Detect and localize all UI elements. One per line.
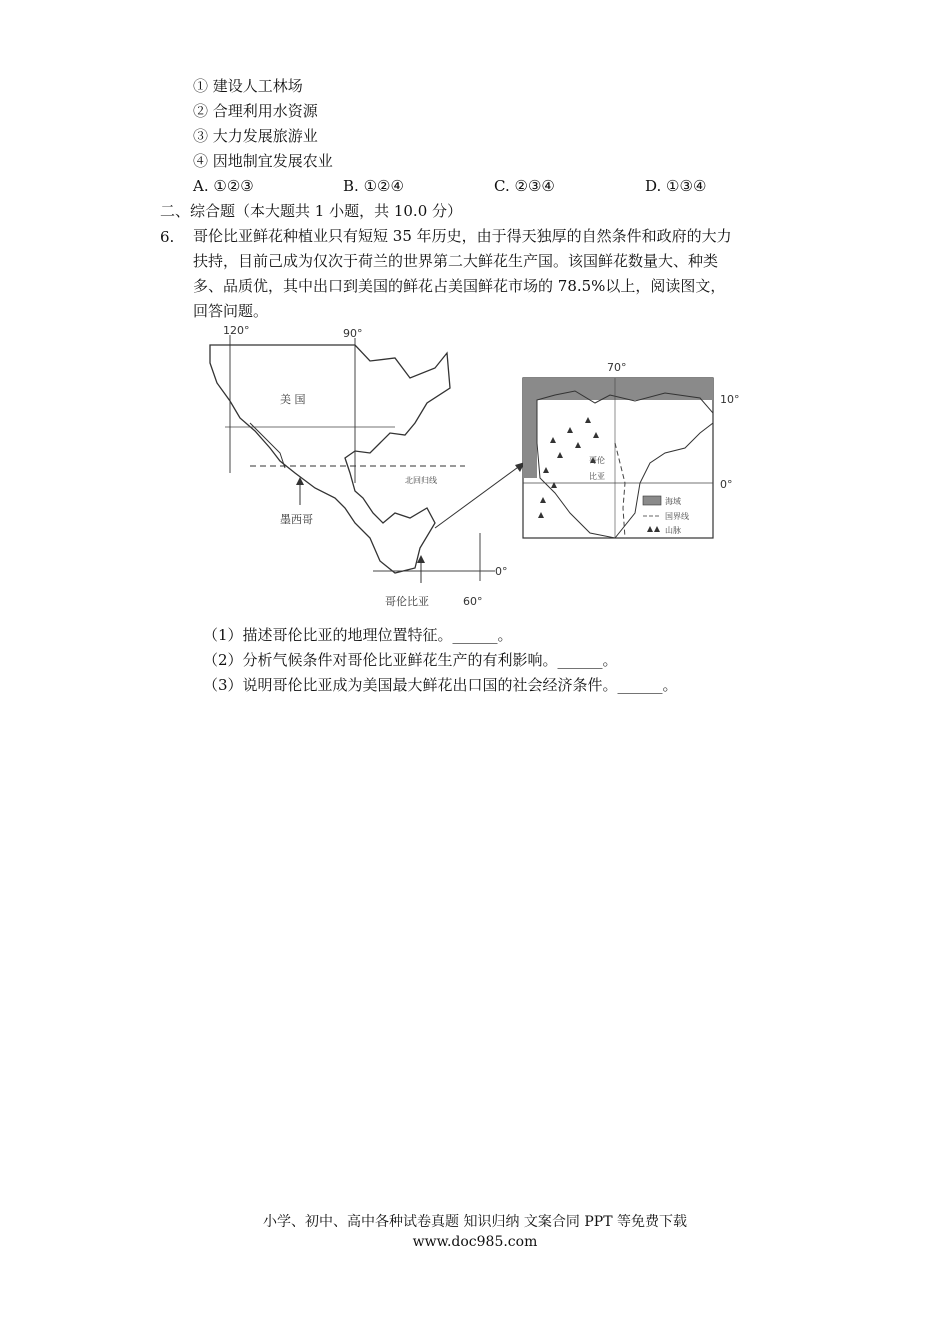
legend-mountain-label: 山脉 bbox=[665, 526, 681, 535]
question-line: 回答问题。 bbox=[193, 302, 269, 320]
answer-letter: A. bbox=[193, 177, 209, 195]
answer-letter: C. bbox=[494, 177, 510, 195]
map-figure bbox=[195, 323, 755, 613]
inset-label-country: 哥伦 bbox=[589, 456, 605, 465]
question-line: 扶持，目前己成为仅次于荷兰的世界第二大鲜花生产国。该国鲜花数量大、种类 bbox=[193, 252, 719, 270]
answer-value: ①②③ bbox=[213, 177, 254, 195]
answer-option-a bbox=[193, 176, 254, 196]
answer-letter: B. bbox=[343, 177, 359, 195]
north-america-outline bbox=[210, 345, 450, 573]
inset-sea-west bbox=[523, 400, 537, 478]
choice-4: ④ 因地制宜发展农业 bbox=[193, 152, 333, 170]
answer-value: ②③④ bbox=[514, 177, 555, 195]
subquestion-1: （1）描述哥伦比亚的地理位置特征。______。 bbox=[203, 626, 513, 644]
label-lon-120: 120° bbox=[223, 324, 250, 337]
answer-option-b bbox=[343, 176, 404, 196]
subquestion-2: （2）分析气候条件对哥伦比亚鲜花生产的有利影响。______。 bbox=[203, 651, 618, 669]
question-number: 6. bbox=[160, 228, 175, 246]
label-lat-0-left: 0° bbox=[495, 565, 508, 578]
legend-border-label: 国界线 bbox=[665, 512, 689, 521]
footer-url[interactable]: www.doc985.com bbox=[412, 1234, 538, 1250]
inset-label-lon-70: 70° bbox=[607, 361, 627, 374]
subquestion-3: （3）说明哥伦比亚成为美国最大鲜花出口国的社会经济条件。______。 bbox=[203, 676, 678, 694]
section-title: 二、综合题（本大题共 1 小题，共 10.0 分） bbox=[160, 202, 463, 220]
question-line: 多、品质优，其中出口到美国的鲜花占美国鲜花市场的 78.5%以上，阅读图文， bbox=[193, 277, 726, 295]
label-lon-90: 90° bbox=[343, 327, 363, 340]
legend-sea-swatch bbox=[643, 496, 661, 505]
choice-2: ② 合理利用水资源 bbox=[193, 102, 318, 120]
inset-label-country-2: 比亚 bbox=[589, 472, 605, 481]
inset-label-lat-10: 10° bbox=[720, 393, 740, 406]
choice-3: ③ 大力发展旅游业 bbox=[193, 127, 318, 145]
answer-value: ①③④ bbox=[666, 177, 707, 195]
label-lon-60: 60° bbox=[463, 595, 483, 608]
answer-option-d bbox=[645, 176, 706, 196]
question-text bbox=[193, 224, 793, 324]
question-line: 哥伦比亚鲜花种植业只有短短 35 年历史，由于得天独厚的自然条件和政府的大力 bbox=[193, 227, 732, 245]
answer-option-c bbox=[494, 176, 555, 196]
label-tropic: 北回归线 bbox=[405, 476, 437, 485]
label-colombia: 哥伦比亚 bbox=[385, 595, 429, 608]
answer-value: ①②④ bbox=[363, 177, 404, 195]
answer-letter: D. bbox=[645, 177, 662, 195]
footer-text: 小学、初中、高中各种试卷真题 知识归纳 文案合同 PPT 等免费下载 bbox=[263, 1214, 687, 1230]
legend-sea-label: 海域 bbox=[665, 497, 681, 506]
choice-1: ① 建设人工林场 bbox=[193, 77, 303, 95]
label-usa: 美 国 bbox=[280, 393, 306, 406]
label-mexico: 墨西哥 bbox=[280, 513, 313, 526]
inset-pointer-arrow bbox=[435, 465, 521, 528]
inset-label-lat-0: 0° bbox=[720, 478, 733, 491]
